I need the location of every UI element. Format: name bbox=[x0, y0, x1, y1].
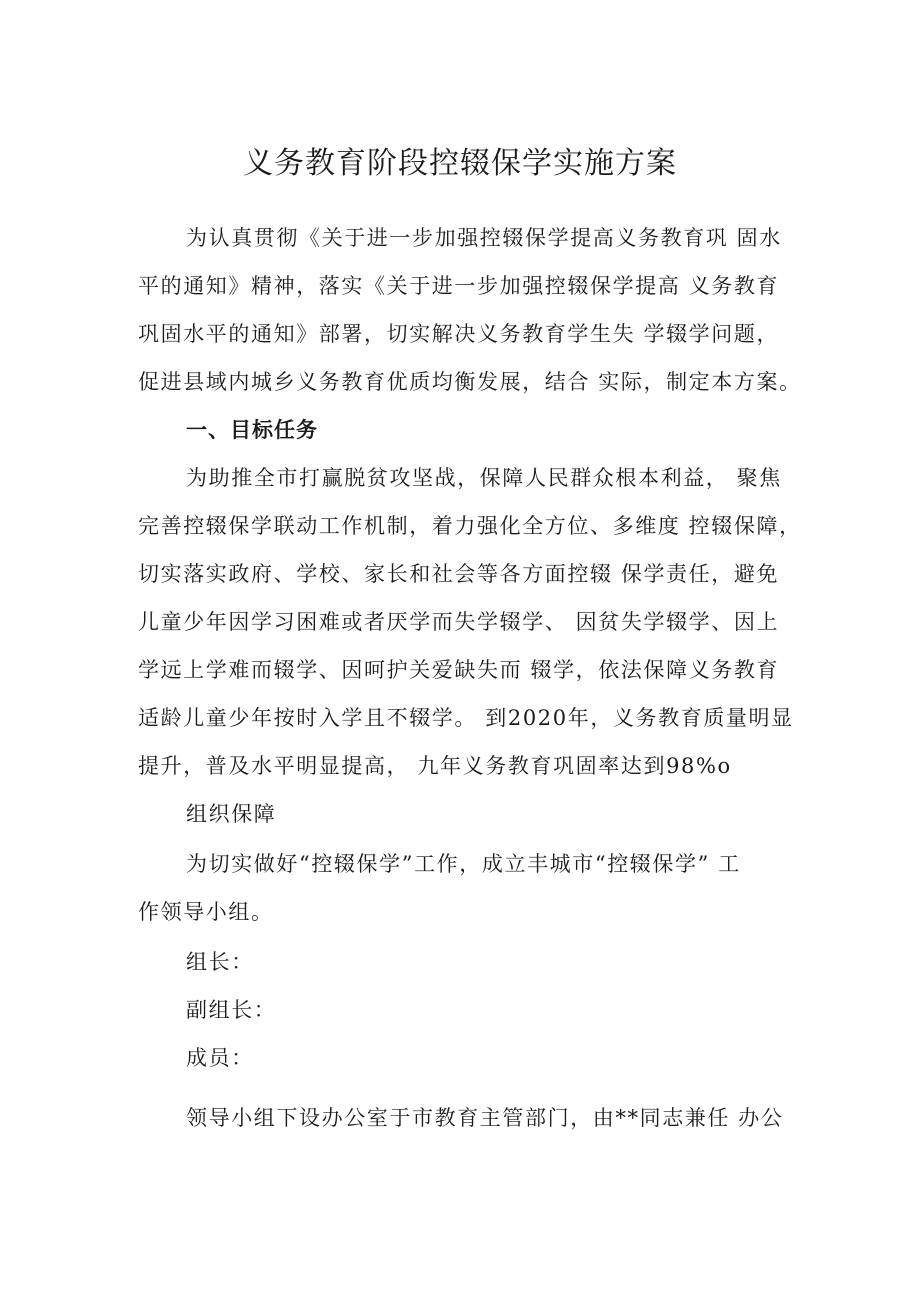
section-heading: 一、目标任务 bbox=[186, 418, 318, 442]
paragraph-line: 平的通知》精神，落实《关于进一步加强控辍保学提高 义务教育 bbox=[138, 274, 780, 298]
paragraph-line: 儿童少年因学习困难或者厌学而失学辍学、 因贫失学辍学、因上 bbox=[138, 610, 780, 634]
paragraph-line: 提升，普及水平明显提高， 九年义务教育巩固率达到98%o bbox=[138, 754, 732, 778]
paragraph-line: 适龄儿童少年按时入学且不辍学。 到2020年，义务教育质量明显 bbox=[138, 706, 794, 730]
paragraph-line: 巩固水平的通知》部署，切实解决义务教育学生失 学辍学问题， bbox=[138, 322, 780, 346]
paragraph-line: 完善控辍保学联动工作机制，着力强化全方位、多维度 控辍保障， bbox=[138, 514, 802, 538]
paragraph-line: 为助推全市打赢脱贫攻坚战，保障人民群众根本利益， 聚焦 bbox=[186, 466, 782, 490]
paragraph-line: 领导小组下设办公室于市教育主管部门，由**同志兼任 办公 bbox=[186, 1106, 784, 1130]
paragraph-line: 切实落实政府、学校、家长和社会等各方面控辍 保学责任，避免 bbox=[138, 562, 780, 586]
deputy-leader-label: 副组长： bbox=[186, 998, 277, 1022]
paragraph-line: 为切实做好“控辍保学”工作，成立丰城市“控辍保学” 工 bbox=[186, 852, 741, 876]
members-label: 成员： bbox=[186, 1046, 254, 1070]
document-title: 义务教育阶段控辍保学实施方案 bbox=[243, 146, 677, 181]
group-leader-label: 组长： bbox=[186, 950, 254, 974]
paragraph-line: 学远上学难而辍学、因呵护关爱缺失而 辍学，依法保障义务教育 bbox=[138, 658, 780, 682]
paragraph-line: 作领导小组。 bbox=[138, 900, 274, 924]
paragraph-line: 促进县域内城乡义务教育优质均衡发展，结合 实际，制定本方案。 bbox=[138, 370, 802, 394]
paragraph-line: 为认真贯彻《关于进一步加强控辍保学提高义务教育巩 固水 bbox=[186, 226, 782, 250]
section-label: 组织保障 bbox=[186, 802, 277, 826]
